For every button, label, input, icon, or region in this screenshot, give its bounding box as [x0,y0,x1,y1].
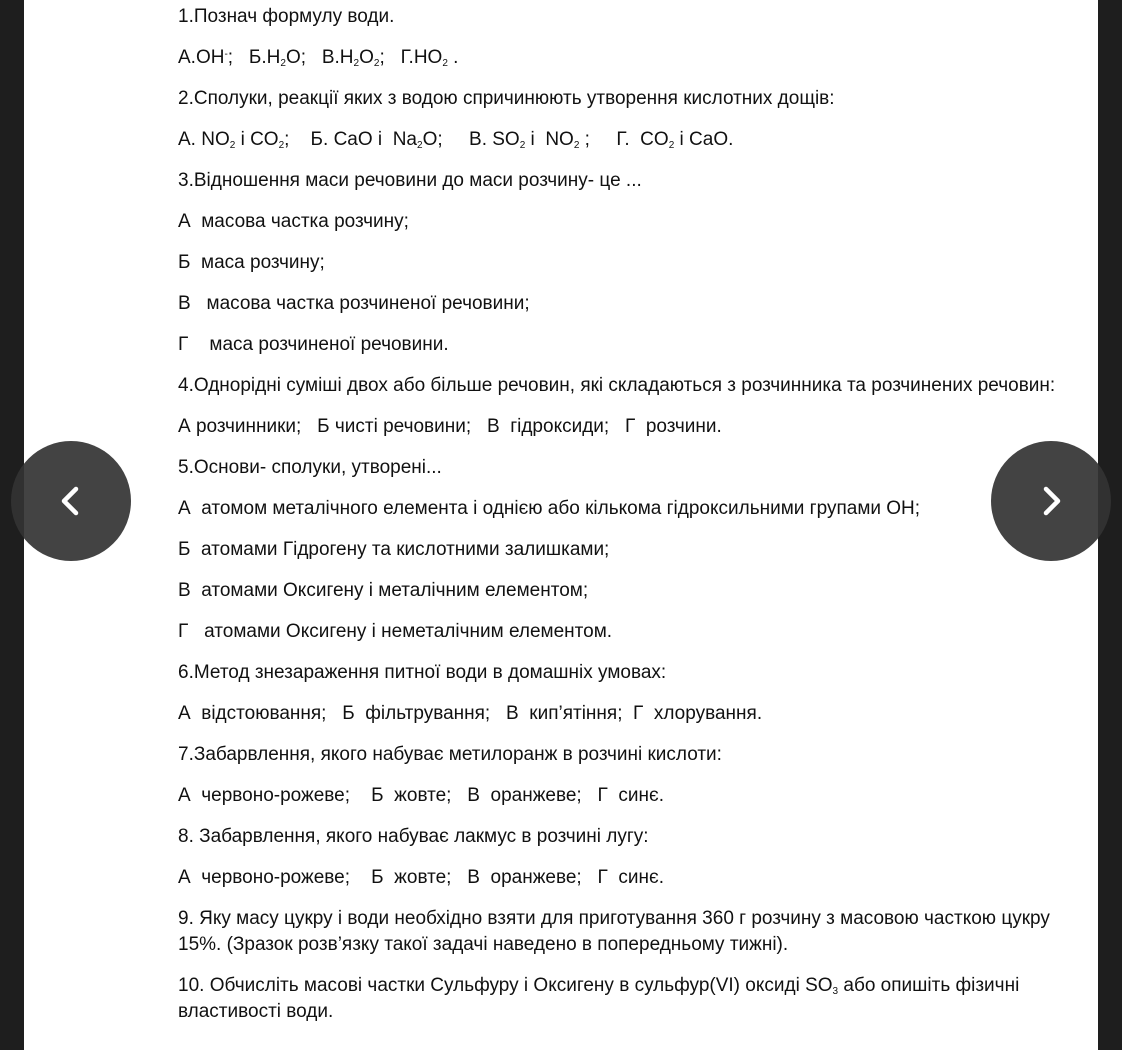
question-5-option-d: Г атомами Оксигену і неметалічним елементом. [178,621,613,642]
question-4: 4.Однорідні суміші двох або більше речовин, які складаються з розчинника та розчинених речовин: [178,375,1056,396]
document-page [24,0,1098,1050]
question-3-option-d: Г маса розчиненої речовини. [178,334,449,355]
question-5-option-a: А атомом металічного елемента і однією або кількома гідроксильними групами ОН; [178,498,921,519]
chevron-left-icon [51,481,91,521]
option-a: А.ОН [178,47,225,68]
question-7-options: А червоно-рожеве; Б жовте; В оранжеве; Г синє. [178,785,664,806]
option-b: Б.Н [248,47,281,68]
question-1-options: А.ОН-; $Б.Н_2О$; $В.Н_2О_2$; $Г.НО_2$ . [178,47,459,69]
previous-page-button[interactable] [11,441,131,561]
question-10: 10. Обчисліть масові частки Сульфуру і Оксигену в сульфур(VI) оксиді $SO_3$ або опишіть фізичні властивості води. [178,975,1020,1022]
question-5-option-c: В атомами Оксигену і металічним елементом; [178,580,589,601]
option-c: В. SO [469,129,520,150]
question-7: 7.Забарвлення, якого набуває метилоранж в розчині кислоти: [178,744,722,765]
question-2-options: А. $NO_2$ і $CO_2$; Б. CaO і $Na_2O$; В. $SO_2$ і $NO_2$ ; Г. $CO_2$ і CaO. [178,129,734,151]
question-3-option-c: В масова частка розчиненої речовини; [178,293,530,314]
question-9: 9. Яку масу цукру і води необхідно взяти для приготування 360 г розчину з масовою часткою цукру 15%. (Зразок розв’язку такої задачі наведено в попередньому тижні). [178,908,1050,955]
question-8: 8. Забарвлення, якого набуває лакмус в розчині лугу: [178,826,649,847]
worksheet-content [178,4,1058,1040]
option-c: В.Н [321,47,354,68]
question-2: 2.Сполуки, реакції яких з водою спричинюють утворення кислотних дощів: [178,88,835,109]
chevron-right-icon [1031,481,1071,521]
question-5: 5.Основи- сполуки, утворені... [178,457,442,478]
question-4-options: А розчинники; Б чисті речовини; В гідроксиди; Г розчини. [178,416,722,437]
question-6: 6.Метод знезараження питної води в домашніх умовах: [178,662,667,683]
option-d: Г. CO [616,129,669,150]
option-b: Б. CaO і Na [310,129,417,150]
question-3-option-b: Б маса розчину; [178,252,325,273]
question-6-options: А відстоювання; Б фільтрування; В кип’ятіння; Г хлорування. [178,703,763,724]
next-page-button[interactable] [991,441,1111,561]
option-d: Г.НО [400,47,443,68]
question-3-option-a: А масова частка розчину; [178,211,409,232]
option-a: А. NO [178,129,230,150]
question-3: 3.Відношення маси речовини до маси розчину- це ... [178,170,642,191]
question-5-option-b: Б атомами Гідрогену та кислотними залишками; [178,539,610,560]
question-8-options: А червоно-рожеве; Б жовте; В оранжеве; Г синє. [178,867,664,888]
question-1: 1.Познач формулу води. [178,6,395,27]
